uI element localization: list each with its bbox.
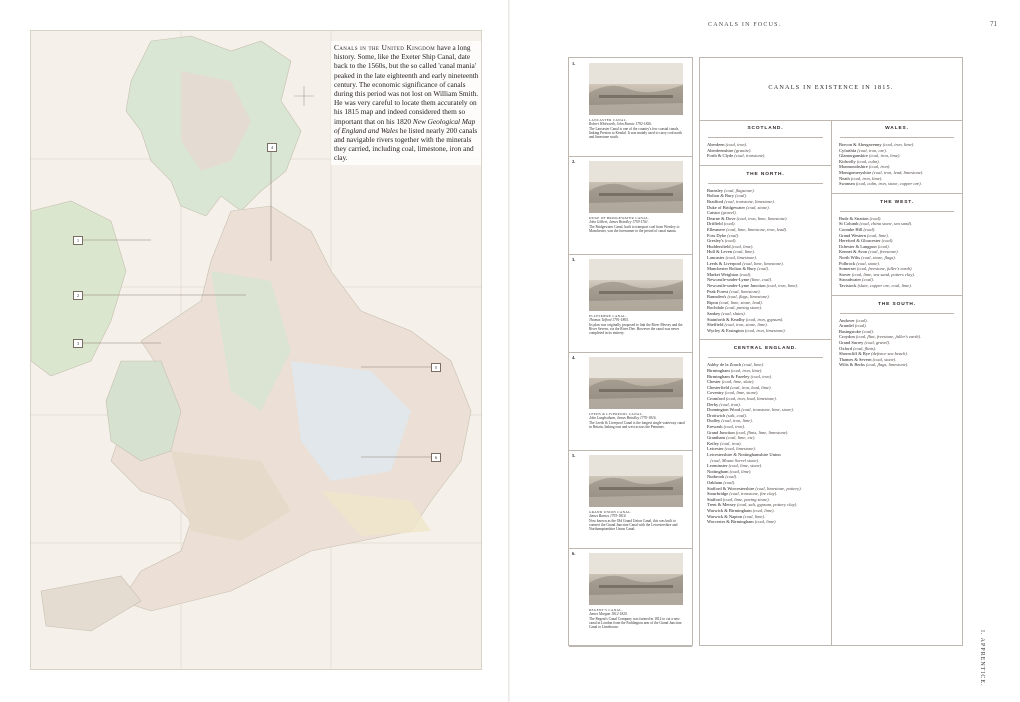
canal-engraving-image: [589, 553, 683, 605]
illustration-number: 1.: [572, 61, 576, 66]
canal-entry-name: Thames & Severn: [839, 356, 872, 362]
canal-entry-name: Oakham: [707, 480, 723, 485]
canal-entry-minerals: (coal, freestone).: [867, 249, 899, 255]
canal-entry: [707, 328, 786, 334]
canal-entry-minerals: (coal, flints, lime, limestone).: [734, 429, 789, 435]
canal-entry-name: Stover: [839, 271, 851, 277]
canal-entry-name: Chesterfield: [707, 384, 729, 390]
canal-entry-minerals: (gravel).: [720, 210, 737, 216]
canal-entry-name: Rochdale: [707, 305, 724, 311]
canal-entry-minerals: (coal).: [853, 323, 867, 329]
canal-description: The Regent's Canal Company was formed in 1812 to cut a new canal in London from the Paddington arm of the Grand Junction Canal to Limehouse.: [589, 616, 682, 630]
canal-engineer: John Gilbert, James Brindley 1759-1761.: [589, 220, 649, 225]
region-heading: WALES.: [885, 126, 909, 131]
canal-entry-minerals: (coal, iron, lime).: [729, 368, 763, 373]
running-header: CANALS IN FOCUS.: [708, 22, 782, 28]
canal-entry-minerals: (coal, flagstone).: [723, 187, 755, 193]
canal-entry-minerals: (coal, limestone).: [728, 288, 761, 294]
canal-entry-name: Montgomeryshire: [839, 170, 872, 175]
canal-description: The Bridgewater Canal, built to transport coal from Worsley to Manchester, was the forerunner to the period of canal mania.: [589, 224, 680, 233]
illustration-number: 3.: [572, 257, 576, 262]
canal-entry-minerals: (coal, flints).: [852, 345, 877, 351]
illustration-number: 4.: [572, 355, 576, 360]
canal-engineer: James Barnes 1793-1814.: [589, 514, 627, 519]
canal-entry-name: Basingstoke: [839, 328, 861, 334]
canal-entry-minerals: (coal).: [722, 221, 736, 227]
canal-entry-name: Chester: [707, 379, 721, 385]
canal-entry-minerals: (coal, culm).: [855, 158, 880, 164]
canal-entry-minerals: (coal, iron, lead, limestone).: [871, 170, 924, 175]
canal-entry-minerals: (coal).: [854, 317, 868, 323]
canal-entry-name: Hereford & Gloucester: [839, 238, 881, 244]
canal-engraving-image: [589, 161, 683, 213]
canal-entry-name: Bradford: [707, 199, 724, 204]
canal-entry-minerals: (coal, lime).: [753, 519, 777, 525]
canal-entry-name: Manchester Bolton & Bury: [707, 266, 757, 272]
intro-tail: he listed nearly 200 canals and navigable rivers together with the minerals they carried, including coal, limestone, iron and clay.: [334, 125, 478, 163]
canal-entry-name: Donnington Wood: [707, 407, 741, 413]
canal-entry-minerals: (coal).: [734, 193, 748, 199]
illustration-number: 5.: [572, 453, 576, 458]
map-callout-6: 6: [431, 453, 441, 462]
canal-entry-minerals: (coal, iron, ore).: [856, 147, 887, 153]
canal-entry-name: Stafford: [707, 496, 722, 502]
canal-entry-name: Warwick & Birmingham: [707, 508, 752, 513]
canal-entry-minerals: (coal, lime, stone, lead).: [718, 299, 763, 305]
canal-entry-name: Ketley: [707, 440, 719, 446]
canal-entry-minerals: (coal, iron, lime).: [765, 283, 799, 288]
canal-entry-minerals: (coal, iron, lime).: [881, 142, 915, 147]
canal-entry-minerals: (coal, slates).: [720, 311, 746, 316]
canal-entry-name: Stroudwater: [839, 277, 861, 283]
canal-entry-name: North Wilts: [839, 255, 861, 260]
canal-entry-name: Kidwelly: [839, 158, 856, 164]
canal-entry-name: Bude & Stratton: [839, 215, 869, 221]
canal-entry-name: Leeds & Liverpool: [707, 260, 742, 266]
canal-illustrations-column: [568, 57, 693, 646]
canal-entry-name: Andover: [839, 317, 855, 323]
heading-rule: [708, 137, 823, 138]
canal-entry-minerals: (coal, flags, limestone).: [864, 362, 909, 368]
canal-entry-name: Huddersfield: [707, 243, 731, 249]
geological-map: [30, 30, 482, 670]
canal-name: GRAND UNION CANAL.: [589, 510, 632, 514]
canal-entry-name: Duke of Bridgewater: [707, 204, 745, 210]
canal-entry-minerals: (coal, lime).: [751, 508, 775, 513]
section-divider: [700, 165, 831, 166]
canal-entry-minerals: (coal, limestone, pottery).: [754, 485, 802, 491]
illustration-panel: [569, 254, 692, 353]
canal-entry-name: Warwick & Napton: [707, 513, 743, 519]
canal-entry-name: Stourbridge: [707, 491, 729, 497]
canal-engraving-image: [589, 455, 683, 507]
canals-table: [699, 57, 963, 646]
canal-description: Now known as the Old Grand Union Canal, this was built to connect the Grand Junction Canal with the Leicestershire and Northamptonshire Union Canal.: [589, 518, 678, 532]
canal-entry-minerals: (coal).: [861, 277, 874, 283]
table-title-box: [700, 58, 962, 121]
intro-map-title: New Geological Map of England and Wales: [334, 116, 476, 135]
canal-entry-minerals: (coal, iron).: [719, 440, 742, 446]
illustration-number: 2.: [572, 159, 576, 164]
canal-entry-name: Leominster: [707, 463, 728, 469]
canal-entry-name: Birmingham: [707, 368, 730, 373]
heading-rule: [708, 357, 823, 358]
canal-entry-minerals: (coal).: [724, 474, 738, 480]
canal-entry-minerals: (coal, lime).: [741, 362, 765, 368]
canal-entry-minerals: (coal).: [722, 480, 736, 485]
canal-entry-name: Erewash: [707, 424, 723, 429]
canal-entry-name: Cromford: [707, 396, 725, 401]
canal-entry-name: Nottingham: [707, 468, 729, 474]
canal-entry-minerals: (coal, iron).: [724, 142, 748, 147]
canal-name: LANCASTER CANAL.: [589, 118, 628, 122]
illustration-panel: [569, 450, 692, 549]
illustration-caption: [589, 118, 685, 139]
region-heading: THE SOUTH.: [877, 301, 917, 307]
canal-entry-name: Neath: [839, 175, 850, 181]
illustration-caption: [589, 412, 685, 429]
canal-entry-minerals: (granite).: [733, 147, 752, 153]
illustration-panel: [569, 156, 692, 255]
section-divider: [832, 193, 962, 194]
canal-entry-minerals: (coal).: [861, 328, 874, 334]
canal-entry-name: Dudley: [707, 418, 721, 424]
canal-entry-name: Bolton & Bury: [707, 193, 735, 199]
canal-entry-minerals: (coal, iron, gypsum).: [744, 316, 784, 322]
canal-entry-minerals: (coal).: [868, 215, 882, 221]
canal-entry-minerals: (coal, lime, stone).: [727, 463, 763, 469]
canal-entry-name: Somerset: [839, 266, 856, 272]
canal-engineer: James Morgan 1812-1820.: [589, 612, 628, 617]
canal-entry-name: Stafford & Worcestershire: [707, 485, 755, 491]
canal-entry-name: Aberdeen: [707, 142, 725, 147]
map-callout-1: 1: [73, 236, 83, 245]
canal-entry-minerals: (coal, gravel).: [863, 340, 891, 345]
canal-entry-name: Foss Dyke: [707, 232, 727, 238]
canal-entry-minerals: (coal, lime).: [732, 249, 755, 255]
heading-rule: [840, 137, 954, 138]
canal-entry-minerals: (coal, ironstone, limestone).: [723, 199, 775, 204]
canal-entry: [707, 153, 765, 159]
canal-entry-name: Ilchester & Langport: [839, 243, 877, 249]
region-heading: THE NORTH.: [746, 171, 785, 177]
canal-entry-name: Croydon: [839, 334, 855, 340]
canal-entry-name: Hull & Leven: [707, 249, 732, 255]
canal-entry-name: St Columb: [839, 221, 859, 227]
canal-entry-minerals: (coal, iron).: [718, 401, 741, 407]
canal-name: LEEDS & LIVERPOOL CANAL.: [589, 412, 644, 416]
canal-entry-name: Ripon: [707, 299, 719, 305]
map-intro-text: [331, 41, 482, 165]
canal-entry-name: Worcester & Birmingham: [707, 519, 754, 525]
canal-entry-minerals: (coal, stone).: [855, 260, 880, 266]
canal-entry-minerals: (coal, lime).: [730, 243, 754, 249]
canal-entry-minerals: (coal, ironstone).: [733, 153, 766, 159]
canal-entry-minerals: (coal, lime).: [742, 513, 766, 519]
illustration-caption: [589, 510, 685, 531]
canal-entry-minerals: (coal, iron, lime).: [849, 175, 883, 181]
canal-entry-minerals: (coal, lime).: [865, 232, 889, 238]
canal-entry: [839, 362, 908, 368]
canal-entry-minerals: (coal, iron, stone, lime).: [723, 322, 768, 328]
canal-entry-name: Coventry: [707, 390, 724, 396]
canal-entry: [839, 181, 922, 187]
table-title: CANALS IN EXISTENCE IN 1815.: [768, 84, 894, 91]
region-heading: THE WEST.: [880, 199, 914, 205]
canal-entry-name: Newcastle-under-Lyme Junction: [707, 283, 766, 288]
canal-engineer: John Longbotham, James Brindley 1770-1816.: [589, 416, 657, 421]
page-number: 71: [990, 20, 997, 28]
canal-entry-name: Leicester: [707, 446, 724, 452]
canal-entry-name: Aberdeenshire: [707, 147, 734, 153]
illustration-caption: [589, 608, 685, 629]
canal-entry-minerals: (coal, iron, limestone).: [743, 327, 786, 333]
canal-engraving-image: [589, 259, 683, 311]
canal-entry-name: Birmingham & Fazeley: [707, 373, 750, 379]
canal-entry: [839, 283, 912, 289]
canal-entry-minerals: (coal).: [738, 271, 752, 277]
canal-entry-name: Caistor: [707, 210, 720, 216]
canal-entry-minerals: (coal, stone).: [871, 356, 897, 362]
canal-entry-name: Grantham: [707, 435, 725, 441]
canal-entry-name: Market Weighton: [707, 271, 739, 277]
canal-entry-name: Peak Forest: [707, 288, 729, 294]
canal-entry-minerals: (coal, freestone, fuller's earth).: [855, 266, 913, 272]
canal-entry-name: Ashby de la Zouch: [707, 362, 742, 368]
canal-entry-minerals: (coal, iron, lime, limestone).: [735, 215, 788, 221]
canal-entry-minerals: (coal, iron, lime).: [867, 153, 901, 159]
canal-entry-name: Forth & Clyde: [707, 153, 734, 159]
canal-entry-minerals: (coal, iron, lead, lime).: [729, 384, 772, 390]
canal-entry-minerals: (coal, ironstone, lime, stone).: [740, 407, 795, 413]
canal-entry-name: Ramsden's: [707, 294, 727, 300]
canal-description: Its plan was originally proposed to link the River Mersey and the River Severn, via the River Dee. However the canal was never completed in its entirety.: [589, 322, 683, 336]
canal-entry-minerals: (defence sea beach).: [869, 351, 908, 357]
canal-entry-minerals: (coal).: [880, 238, 894, 244]
canal-entry-name: Oxford: [839, 345, 852, 351]
canal-entry-name: Leicestershire & Nottinghamshire Union: [707, 452, 781, 457]
canal-entry-minerals: (coal).: [756, 266, 770, 272]
canal-name: ELLESMERE CANAL.: [589, 314, 627, 318]
canal-entry-minerals: (slate, copper ore, coal, lime).: [856, 283, 912, 288]
canal-entry-minerals: (coal, limestone).: [723, 446, 756, 452]
canal-engineer: Robert Whitworth, John Rennie 1792-1826.: [589, 122, 652, 127]
canal-entry-minerals: (salt, coal).: [725, 412, 747, 418]
canal-entry-name: Tavistock: [839, 283, 857, 288]
canal-entry-name: Driffield: [707, 221, 723, 227]
canal-entry-name: Wilts & Berks: [839, 362, 865, 368]
illustration-caption: [589, 216, 685, 233]
heading-rule: [840, 211, 954, 212]
canal-entry-minerals: (coal, iron).: [749, 373, 773, 379]
canal-name: REGENT'S CANAL.: [589, 608, 623, 612]
canal-entry-name: Shorncliff & Rye: [839, 351, 870, 357]
canal-entry-name: Newcastle-under-Lyme: [707, 277, 750, 283]
canal-entry-name: Glamorganshire: [839, 153, 868, 159]
canal-engraving-image: [589, 63, 683, 115]
canal-entry-minerals: (coal, iron).: [722, 424, 746, 429]
canal-entry-minerals: (coal).: [876, 243, 890, 249]
canal-entry-name: Swansea: [839, 181, 855, 187]
canal-entry-name: Droitwich: [707, 412, 726, 418]
canal-entry-name: Gresley's: [707, 238, 724, 244]
canal-entry-minerals: (coal, stone, flags).: [860, 255, 896, 260]
canal-entry-minerals: (coal, limestone).: [724, 255, 757, 260]
canal-entry-name: Sheffield: [707, 322, 724, 328]
canal-entry-name: Wyrley & Essington: [707, 327, 744, 333]
canal-entry-minerals: (coal, ironstone, fire clay).: [728, 491, 778, 497]
canal-entry-name: Trent & Mersey: [707, 502, 736, 508]
canal-entry-name: Coombe Hill: [839, 227, 863, 232]
canal-entry-minerals: (coal, lime, paving stone).: [721, 496, 770, 502]
canal-entry-minerals: (coal, Mount Sorrel stone).: [707, 457, 760, 463]
intro-lead: Canals in the United Kingdom: [334, 43, 436, 52]
canal-entry-minerals: (coal, lime, etc).: [725, 435, 756, 441]
canal-entry-name: Lancaster: [707, 255, 725, 260]
canal-entry-minerals: (coal, salt, gypsum, pottery clay).: [735, 502, 798, 508]
canal-entry-name: Dearne & Dove: [707, 215, 736, 221]
canal-entry-name: Sankey: [707, 311, 721, 316]
canal-entry-minerals: (lime, coal).: [749, 277, 773, 283]
canal-entry-minerals: (coal, flags, limestone).: [726, 294, 770, 300]
canal-description: The Lancaster Canal is one of the country's few coastal canals, linking Preston to Kendal. It was mainly used to carry coal north and limestone south.: [589, 126, 683, 140]
illustration-panel: [569, 548, 692, 647]
canal-description: The Leeds & Liverpool Canal is the longest single waterway canal in Britain, linking east and west across the Pennines.: [589, 420, 685, 429]
canal-entry-minerals: (coal).: [862, 227, 876, 232]
canal-entry-minerals: (coal, china stone, sea sand).: [858, 221, 913, 227]
canal-entry-minerals: (coal).: [726, 232, 740, 238]
canal-entry-minerals: (coal, flint, freestone, fuller's earth).: [854, 334, 922, 340]
canal-entry-minerals: (coal, lime, stone).: [723, 390, 759, 396]
canal-entry-name: Grand Western: [839, 232, 866, 238]
region-heading: CENTRAL ENGLAND.: [733, 346, 798, 352]
illustration-panel: [569, 58, 692, 157]
canal-entry-name: Kennet & Avon: [839, 249, 868, 255]
canal-entry-minerals: (coal, iron).: [867, 164, 891, 170]
canal-entry-name: Arundel: [839, 323, 854, 329]
canal-entry-minerals: (coal, stone).: [745, 204, 770, 210]
canal-entry-name: Grand Junction: [707, 429, 735, 435]
map-callout-5: 5: [431, 363, 441, 372]
canal-engraving-image: [589, 357, 683, 409]
region-heading: SCOTLAND.: [747, 126, 784, 131]
canal-entry-minerals: (coal, paving stone).: [724, 305, 763, 311]
map-callout-4-top: 4: [267, 143, 277, 152]
canal-engineer: Thomas Telford 1791-1805.: [589, 318, 629, 323]
canal-entry-minerals: (coal).: [723, 238, 737, 244]
canal-entry-name: Monmouthshire: [839, 164, 868, 170]
canal-entry-minerals: (coal, iron, lead, limestone).: [724, 396, 777, 401]
canal-entry-name: Derby: [707, 401, 719, 407]
illustration-panel: [569, 352, 692, 451]
illustration-caption: [589, 314, 685, 335]
heading-rule: [708, 183, 823, 184]
canal-entry-name: Ellesmere: [707, 227, 725, 232]
canal-entry: [707, 519, 777, 525]
canal-entry-minerals: (coal, iron, lime).: [720, 418, 753, 424]
canal-entry-name: Nutbrook: [707, 474, 725, 480]
section-divider: [700, 339, 831, 340]
heading-rule: [840, 313, 954, 314]
canal-name: DUKE OF BRIDGEWATER CANAL.: [589, 216, 650, 220]
map-callout-2: 2: [73, 291, 83, 300]
canal-entry-name: Cyfarthfa: [839, 147, 857, 153]
section-divider: [832, 295, 962, 296]
chapter-side-label: I. APPRENTICE.: [979, 630, 985, 687]
canal-entry-name: Grand Surrey: [839, 340, 864, 345]
map-callout-3: 3: [73, 339, 83, 348]
canal-entry-name: Brecon & Abergavenny: [839, 142, 882, 147]
intro-body: have a long history. Some, like the Exeter Ship Canal, date back to the 1560s, but the so called 'canal mania' peaked in the late eighteenth and early nineteenth century. The economic significance of canals during this period was not lost on William Smith. He was very careful to locate them accurately on his 1815 map and indeed considered them so important that on his 1820: [334, 43, 479, 126]
illustration-number: 6.: [572, 551, 576, 556]
canal-entry-minerals: (coal, lime).: [728, 468, 752, 474]
canal-entry-minerals: (coal, lime, slate).: [720, 379, 755, 385]
canal-entry-name: Polbrock: [839, 260, 856, 266]
canal-entry-minerals: (coal, lime, sea sand, potters clay).: [850, 271, 915, 277]
canal-entry-name: Barnsley: [707, 187, 723, 193]
canal-entry-minerals: (coal, lime, limestone, iron, lead).: [725, 227, 788, 232]
canal-entry-name: Stainforth & Keadby: [707, 316, 745, 322]
canal-entry-minerals: (coal, culm, iron, stone, copper ore).: [854, 181, 922, 187]
canal-entry-minerals: (coal, lime, limestone).: [741, 260, 784, 266]
